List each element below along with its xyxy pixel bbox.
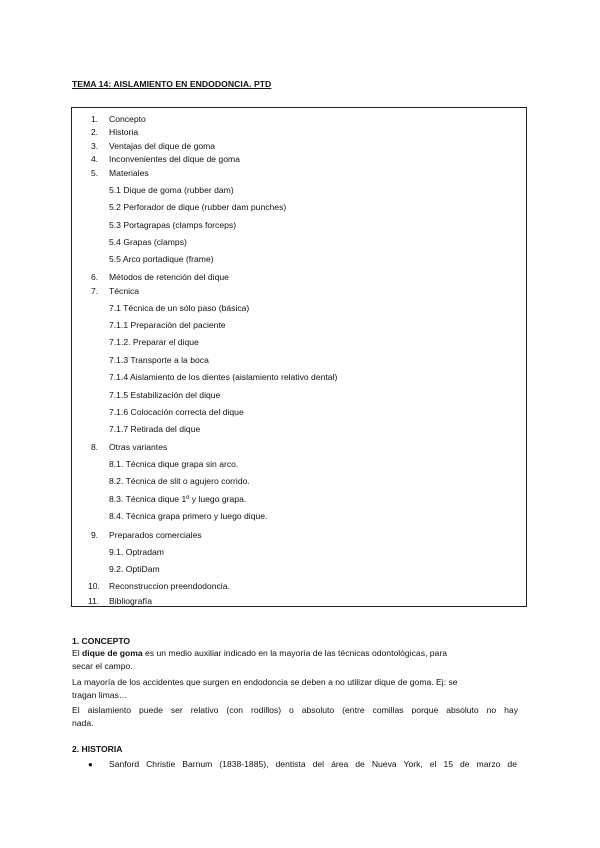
text-run: es un medio auxiliar indicado en la mayoría de las técnicas odontológicas, para bbox=[142, 648, 447, 658]
concepto-paragraph-1 bbox=[72, 648, 447, 659]
toc-item-number: 11. bbox=[88, 596, 100, 606]
toc-item-label: Historia bbox=[109, 127, 139, 137]
toc-item-label: 7.1.5 Estabilización del dique bbox=[109, 390, 221, 400]
toc-item-label: Reconstruccion preendodoncia. bbox=[109, 581, 230, 591]
toc-item-label: Concepto bbox=[109, 114, 146, 124]
toc-item-label: Bibliografía bbox=[109, 596, 152, 606]
toc-item-label: 7.1 Técnica de un sólo paso (básica) bbox=[109, 303, 250, 313]
toc-item-number: 10. bbox=[88, 581, 100, 591]
toc-item-label: Otras variantes bbox=[109, 442, 168, 452]
toc-item-label: 5.4 Grapas (clamps) bbox=[109, 237, 187, 247]
toc-item-number: 6. bbox=[91, 272, 99, 282]
toc-item-label: Inconvenientes del dique de goma bbox=[109, 154, 240, 164]
concepto-paragraph-2: La mayoría de los accidentes que surgen en endodoncia se deben a no utilizar dique de goma. Ej: se bbox=[72, 677, 458, 687]
toc-item-label: 7.1.1 Preparación del paciente bbox=[109, 320, 226, 330]
toc-item-label: 5.5 Arco portadique (frame) bbox=[109, 254, 214, 264]
concepto-paragraph-1-line-2: secar el campo. bbox=[72, 661, 133, 671]
toc-item-number: 5. bbox=[91, 168, 99, 178]
toc-item-number: 4. bbox=[91, 154, 99, 164]
historia-bullet-1: Sanford Christie Barnum (1838-1885), dentista del área de Nueva York, el 15 de marzo de bbox=[109, 759, 517, 769]
section-heading-historia: 2. HISTORIA bbox=[72, 744, 123, 754]
toc-item-number: 7. bbox=[91, 286, 99, 296]
toc-item-label: 7.1.2. Preparar el dique bbox=[109, 337, 199, 347]
toc-item-label: 7.1.6 Colocación correcta del dique bbox=[109, 407, 244, 417]
concepto-paragraph-3: El aislamiento puede ser relativo (con rodillos) o absoluto (entre comillas porque absoluto no hay bbox=[72, 705, 518, 715]
toc-item-label: 7.1.7 Retirada del dique bbox=[109, 424, 201, 434]
concepto-paragraph-3-line-2: nada. bbox=[72, 718, 94, 728]
toc-item-label: 7.1.4 Aislamiento de los dientes (aislamiento relativo dental) bbox=[109, 372, 338, 382]
toc-item-label: 7.1.3 Transporte a la boca bbox=[109, 355, 209, 365]
toc-item-label: Métodos de retención del dique bbox=[109, 272, 229, 282]
toc-item-label: 9.2. OptiDam bbox=[109, 564, 160, 574]
toc-item-label: Materiales bbox=[109, 168, 149, 178]
toc-item-label: Preparados comerciales bbox=[109, 530, 202, 540]
toc-item-label: 5.1 Dique de goma (rubber dam) bbox=[109, 185, 234, 195]
bullet-icon: ● bbox=[88, 760, 93, 769]
toc-item-label: Técnica bbox=[109, 286, 140, 296]
toc-item-label: 8.3. Técnica dique 1º y luego grapa. bbox=[109, 494, 247, 504]
toc-item-number: 8. bbox=[91, 442, 99, 452]
text-run: El bbox=[72, 648, 83, 658]
toc-item-label: 8.4. Técnica grapa primero y luego dique. bbox=[109, 511, 268, 521]
toc-item-label: 9.1. Optradam bbox=[109, 547, 164, 557]
toc-item-label: 5.2 Perforador de dique (rubber dam punches) bbox=[109, 202, 287, 212]
toc-item-number: 1. bbox=[91, 114, 99, 124]
toc-item-label: 8.1. Técnica dique grapa sin arco. bbox=[109, 459, 239, 469]
toc-item-number: 2. bbox=[91, 127, 99, 137]
toc-item-number: 3. bbox=[91, 141, 99, 151]
toc-item-label: 8.2. Técnica de slit o agujero corrido. bbox=[109, 476, 250, 486]
toc-item-label: 5.3 Portagrapas (clamps forceps) bbox=[109, 220, 237, 230]
page-title: TEMA 14: AISLAMIENTO EN ENDODONCIA. PTD bbox=[72, 79, 272, 89]
bold-term: dique de goma bbox=[82, 648, 143, 658]
section-heading-concepto: 1. CONCEPTO bbox=[72, 636, 131, 646]
toc-item-label: Ventajas del dique de goma bbox=[109, 141, 216, 151]
concepto-paragraph-2-line-2: tragan limas… bbox=[72, 690, 128, 700]
toc-item-number: 9. bbox=[91, 530, 99, 540]
